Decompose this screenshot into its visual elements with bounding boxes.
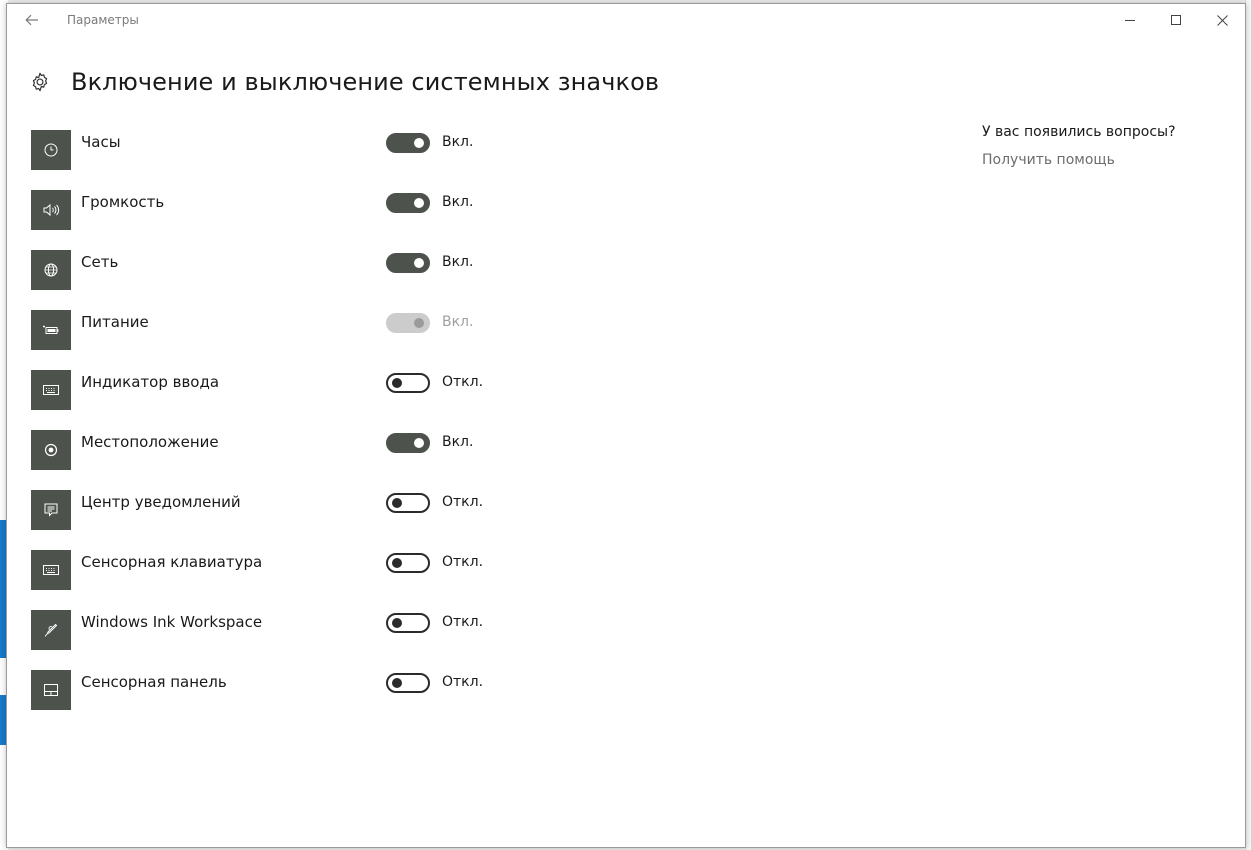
window-controls (1107, 4, 1245, 36)
item-label: Громкость (81, 193, 165, 211)
minimize-icon (1125, 15, 1135, 25)
toggle-state: Вкл. (442, 134, 474, 150)
touch-keyboard-icon (31, 550, 71, 590)
item-label: Сеть (81, 253, 119, 271)
toggle-state: Откл. (442, 374, 484, 390)
item-label: Сенсорная клавиатура (81, 553, 263, 571)
toggle-state: Откл. (442, 554, 484, 570)
close-button[interactable] (1199, 4, 1245, 36)
toggle-state: Вкл. (442, 434, 474, 450)
toggle-state: Вкл. (442, 194, 474, 210)
item-label: Windows Ink Workspace (81, 613, 263, 631)
item-label: Индикатор ввода (81, 373, 220, 391)
toggle-knob (392, 378, 402, 388)
help-panel (982, 122, 1176, 170)
notification-icon (31, 490, 71, 530)
toggle-knob (392, 558, 402, 568)
toggle-knob (414, 318, 424, 328)
toggle-switch[interactable] (386, 193, 430, 213)
toggle-knob (414, 438, 424, 448)
item-label: Местоположение (81, 433, 219, 451)
touchpad-icon (31, 670, 71, 710)
page-header (29, 62, 659, 102)
title-bar (7, 4, 1245, 36)
list-item-touch-keyboard (31, 540, 501, 600)
list-item-action-center (31, 480, 501, 540)
minimize-button[interactable] (1107, 4, 1153, 36)
item-label: Часы (81, 133, 121, 151)
list-item-location (31, 420, 501, 480)
toggle-state: Вкл. (442, 314, 474, 330)
toggle-knob (392, 618, 402, 628)
toggle-knob (392, 678, 402, 688)
page-title: Включение и выключение системных значков (71, 68, 660, 96)
list-item-volume (31, 180, 501, 240)
toggle-knob (414, 198, 424, 208)
toggle-knob (414, 258, 424, 268)
maximize-button[interactable] (1153, 4, 1199, 36)
toggle-switch[interactable] (386, 133, 430, 153)
list-item-input-indicator (31, 360, 501, 420)
toggle-state: Вкл. (442, 254, 474, 270)
clock-icon (31, 130, 71, 170)
pen-icon (31, 610, 71, 650)
toggle-state: Откл. (442, 494, 484, 510)
window-title: Параметры (67, 13, 139, 27)
settings-window (6, 3, 1246, 848)
gear-icon (29, 71, 51, 93)
list-item-power (31, 300, 501, 360)
back-button[interactable] (17, 8, 47, 32)
list-item-clock (31, 120, 501, 180)
close-icon (1217, 15, 1228, 26)
toggle-knob (414, 138, 424, 148)
get-help-link[interactable]: Получить помощь (982, 152, 1115, 168)
toggle-knob (392, 498, 402, 508)
globe-icon (31, 250, 71, 290)
toggle-switch[interactable] (386, 553, 430, 573)
list-item-network (31, 240, 501, 300)
keyboard-icon (31, 370, 71, 410)
toggle-switch[interactable] (386, 253, 430, 273)
item-label: Сенсорная панель (81, 673, 227, 691)
back-arrow-icon (25, 14, 39, 26)
toggle-switch[interactable] (386, 493, 430, 513)
toggle-switch (386, 313, 430, 333)
location-icon (31, 430, 71, 470)
list-item-windows-ink (31, 600, 501, 660)
battery-icon (31, 310, 71, 350)
item-label: Центр уведомлений (81, 493, 241, 511)
list-item-touchpad (31, 660, 501, 720)
volume-icon (31, 190, 71, 230)
help-question: У вас появились вопросы? (982, 124, 1176, 140)
toggle-state: Откл. (442, 614, 484, 630)
toggle-state: Откл. (442, 674, 484, 690)
toggle-switch[interactable] (386, 673, 430, 693)
toggle-switch[interactable] (386, 373, 430, 393)
maximize-icon (1171, 15, 1181, 25)
system-icons-list (31, 120, 501, 720)
toggle-switch[interactable] (386, 613, 430, 633)
toggle-switch[interactable] (386, 433, 430, 453)
item-label: Питание (81, 313, 149, 331)
